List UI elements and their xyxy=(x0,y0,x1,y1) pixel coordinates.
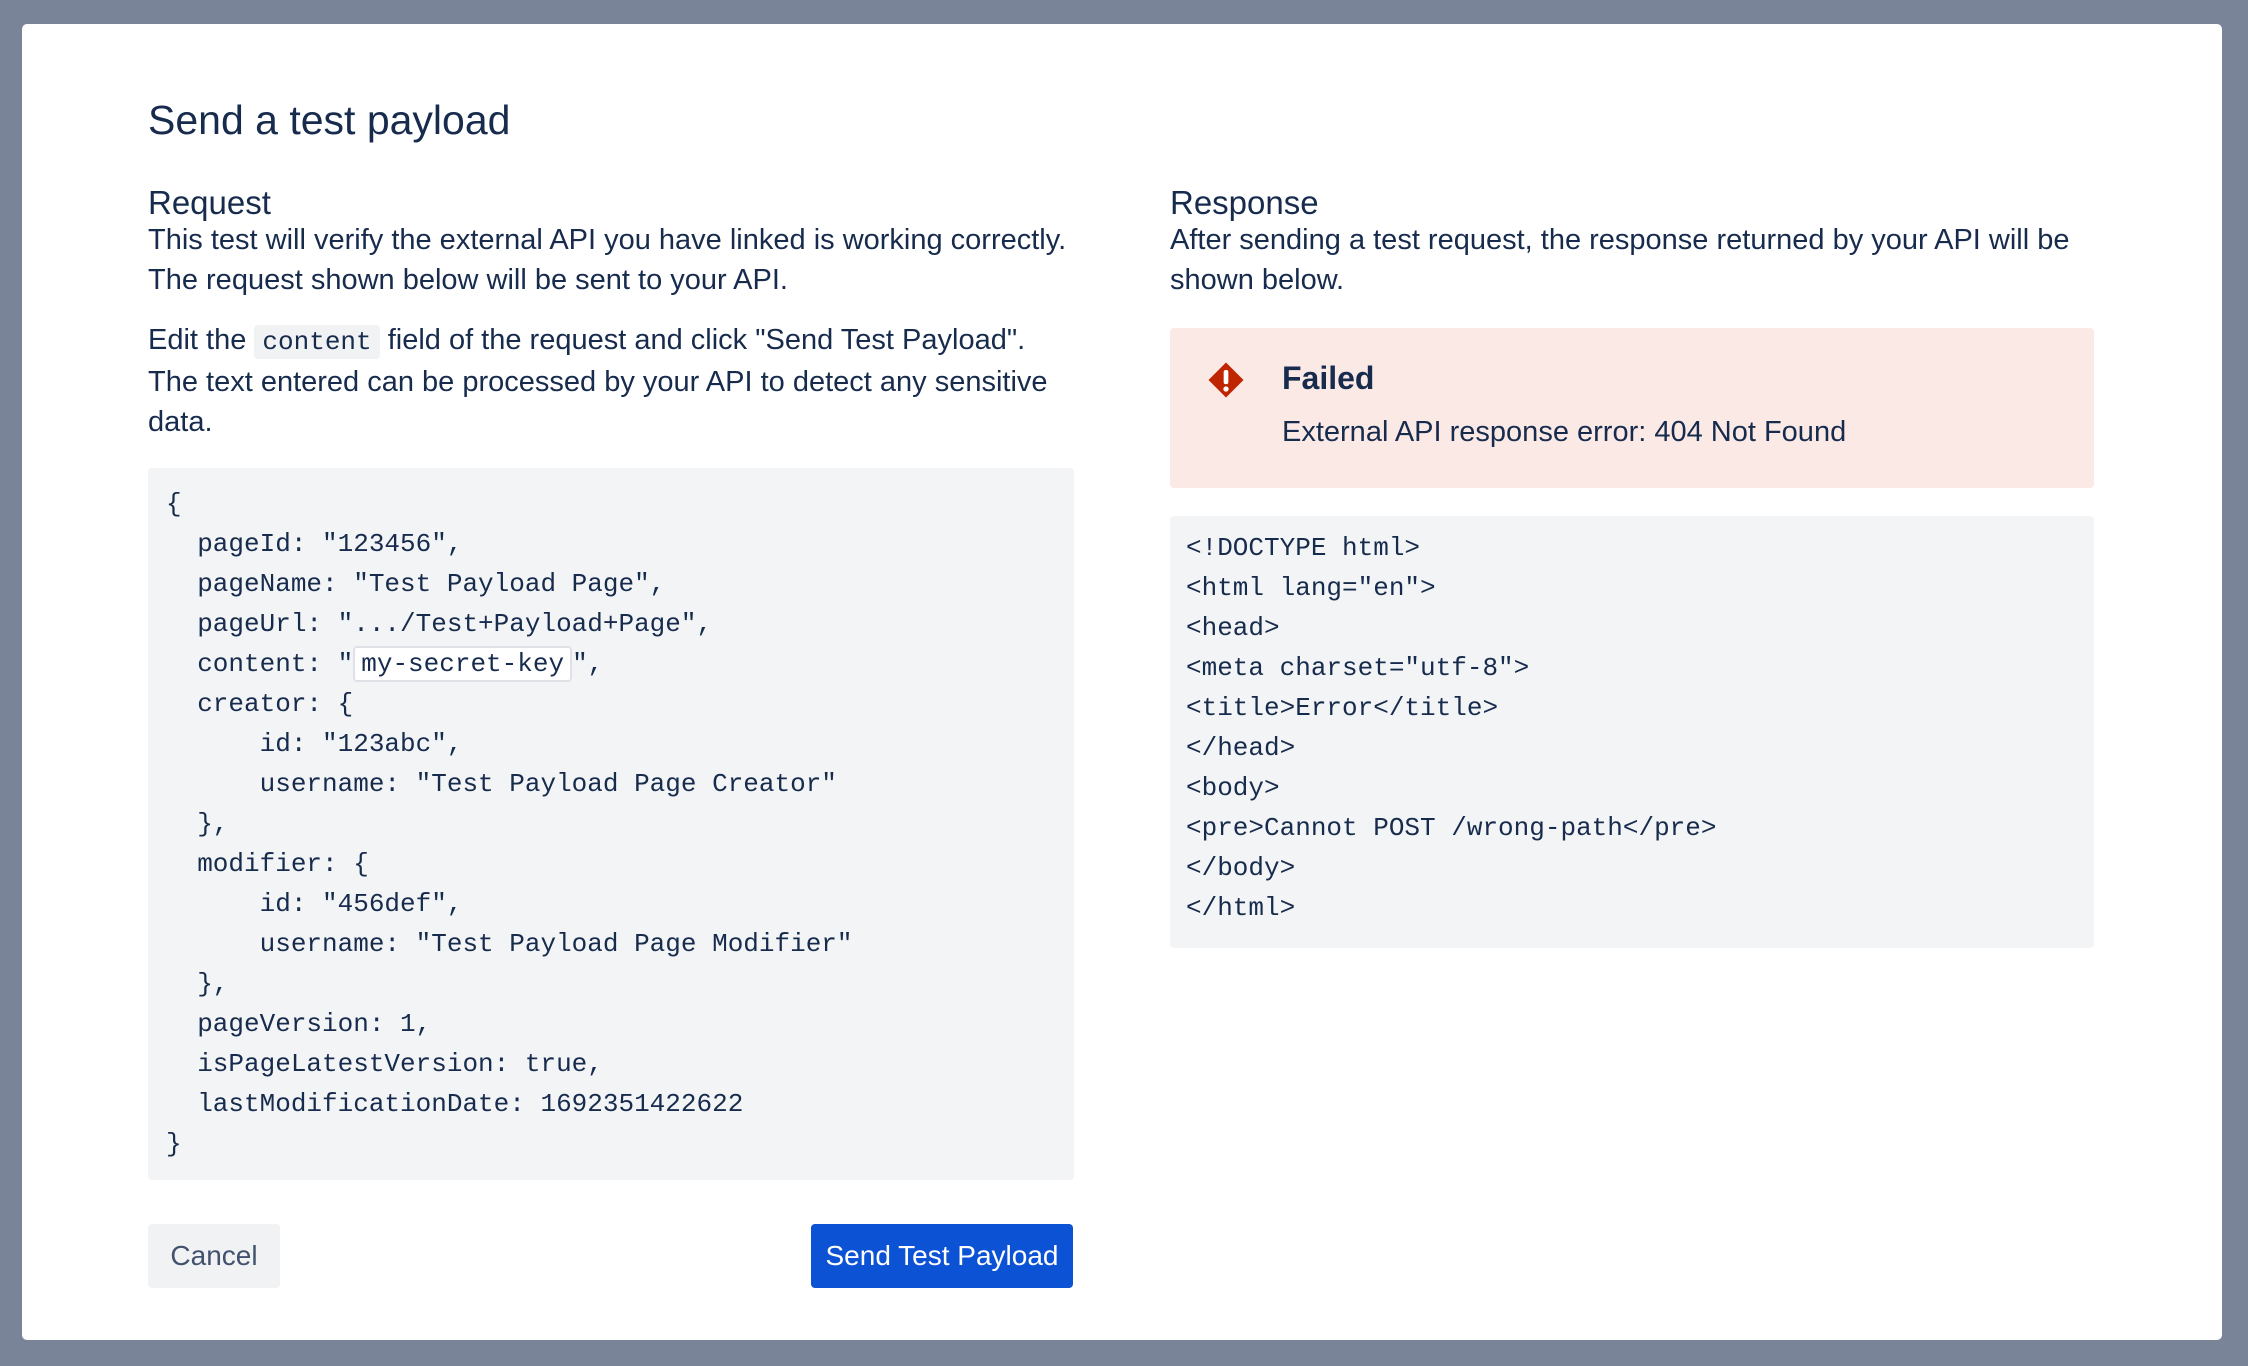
request-intro xyxy=(148,220,1088,300)
code-line: pageName: "Test Payload Page", xyxy=(166,569,666,599)
edit-line3: data. xyxy=(148,406,213,438)
content-input[interactable]: my-secret-key xyxy=(353,646,572,682)
response-code-line: </head> xyxy=(1186,733,1296,763)
code-line: isPageLatestVersion: true, xyxy=(166,1049,603,1079)
code-line: username: "Test Payload Page Modifier" xyxy=(166,929,853,959)
send-test-payload-modal xyxy=(22,24,2222,1340)
code-line-content xyxy=(166,644,1056,684)
send-test-payload-button[interactable]: Send Test Payload xyxy=(811,1224,1073,1288)
response-code-line: </html> xyxy=(1186,893,1296,923)
code-line: lastModificationDate: 1692351422622 xyxy=(166,1089,744,1119)
edit-prefix: Edit the xyxy=(148,324,247,356)
code-line: } xyxy=(166,1129,182,1159)
code-line: id: "123abc", xyxy=(166,729,463,759)
code-line: pageId: "123456", xyxy=(166,529,463,559)
response-code-line: <pre>Cannot POST /wrong-path</pre> xyxy=(1186,813,1717,843)
error-icon xyxy=(1206,360,1246,400)
request-payload-code xyxy=(148,468,1074,1180)
code-line: creator: { xyxy=(166,689,354,719)
code-line: username: "Test Payload Page Creator" xyxy=(166,769,837,799)
response-code-line: <meta charset="utf-8"> xyxy=(1186,653,1530,683)
content-suffix: ", xyxy=(572,649,604,679)
code-line: }, xyxy=(166,809,229,839)
modal-title: Send a test payload xyxy=(148,97,511,143)
cancel-button[interactable]: Cancel xyxy=(148,1224,280,1288)
response-code-line: <body> xyxy=(1186,773,1280,803)
response-intro-line2: shown below. xyxy=(1170,264,1345,296)
response-code-line: <html lang="en"> xyxy=(1186,573,1436,603)
code-line: pageVersion: 1, xyxy=(166,1009,432,1039)
code-line: id: "456def", xyxy=(166,889,463,919)
content-field-code: content xyxy=(254,325,379,359)
edit-line2: The text entered can be processed by your API to detect any sensitive xyxy=(148,366,1048,398)
response-code-line: </body> xyxy=(1186,853,1296,883)
alert-title: Failed xyxy=(1282,360,1375,396)
response-intro-line1: After sending a test request, the response returned by your API will be xyxy=(1170,224,2070,256)
request-intro-line1: This test will verify the external API you have linked is working correctly. xyxy=(148,224,1067,256)
request-edit-instructions xyxy=(148,320,1088,442)
request-heading: Request xyxy=(148,184,271,221)
code-line: }, xyxy=(166,969,229,999)
alert-message: External API response error: 404 Not Found xyxy=(1282,416,1847,448)
response-code-line: <!DOCTYPE html> xyxy=(1186,533,1421,563)
edit-suffix: field of the request and click "Send Test Payload". xyxy=(387,324,1026,356)
code-line: { xyxy=(166,489,182,519)
response-code-line: <head> xyxy=(1186,613,1280,643)
response-intro xyxy=(1170,220,2110,300)
error-alert xyxy=(1170,328,2094,488)
response-body-code xyxy=(1170,516,2094,948)
code-line: modifier: { xyxy=(166,849,369,879)
code-line: pageUrl: ".../Test+Payload+Page", xyxy=(166,609,713,639)
response-code-line: <title>Error</title> xyxy=(1186,693,1499,723)
content-prefix: content: " xyxy=(166,649,354,679)
request-intro-line2: The request shown below will be sent to your API. xyxy=(148,264,788,296)
response-heading: Response xyxy=(1170,184,1319,221)
